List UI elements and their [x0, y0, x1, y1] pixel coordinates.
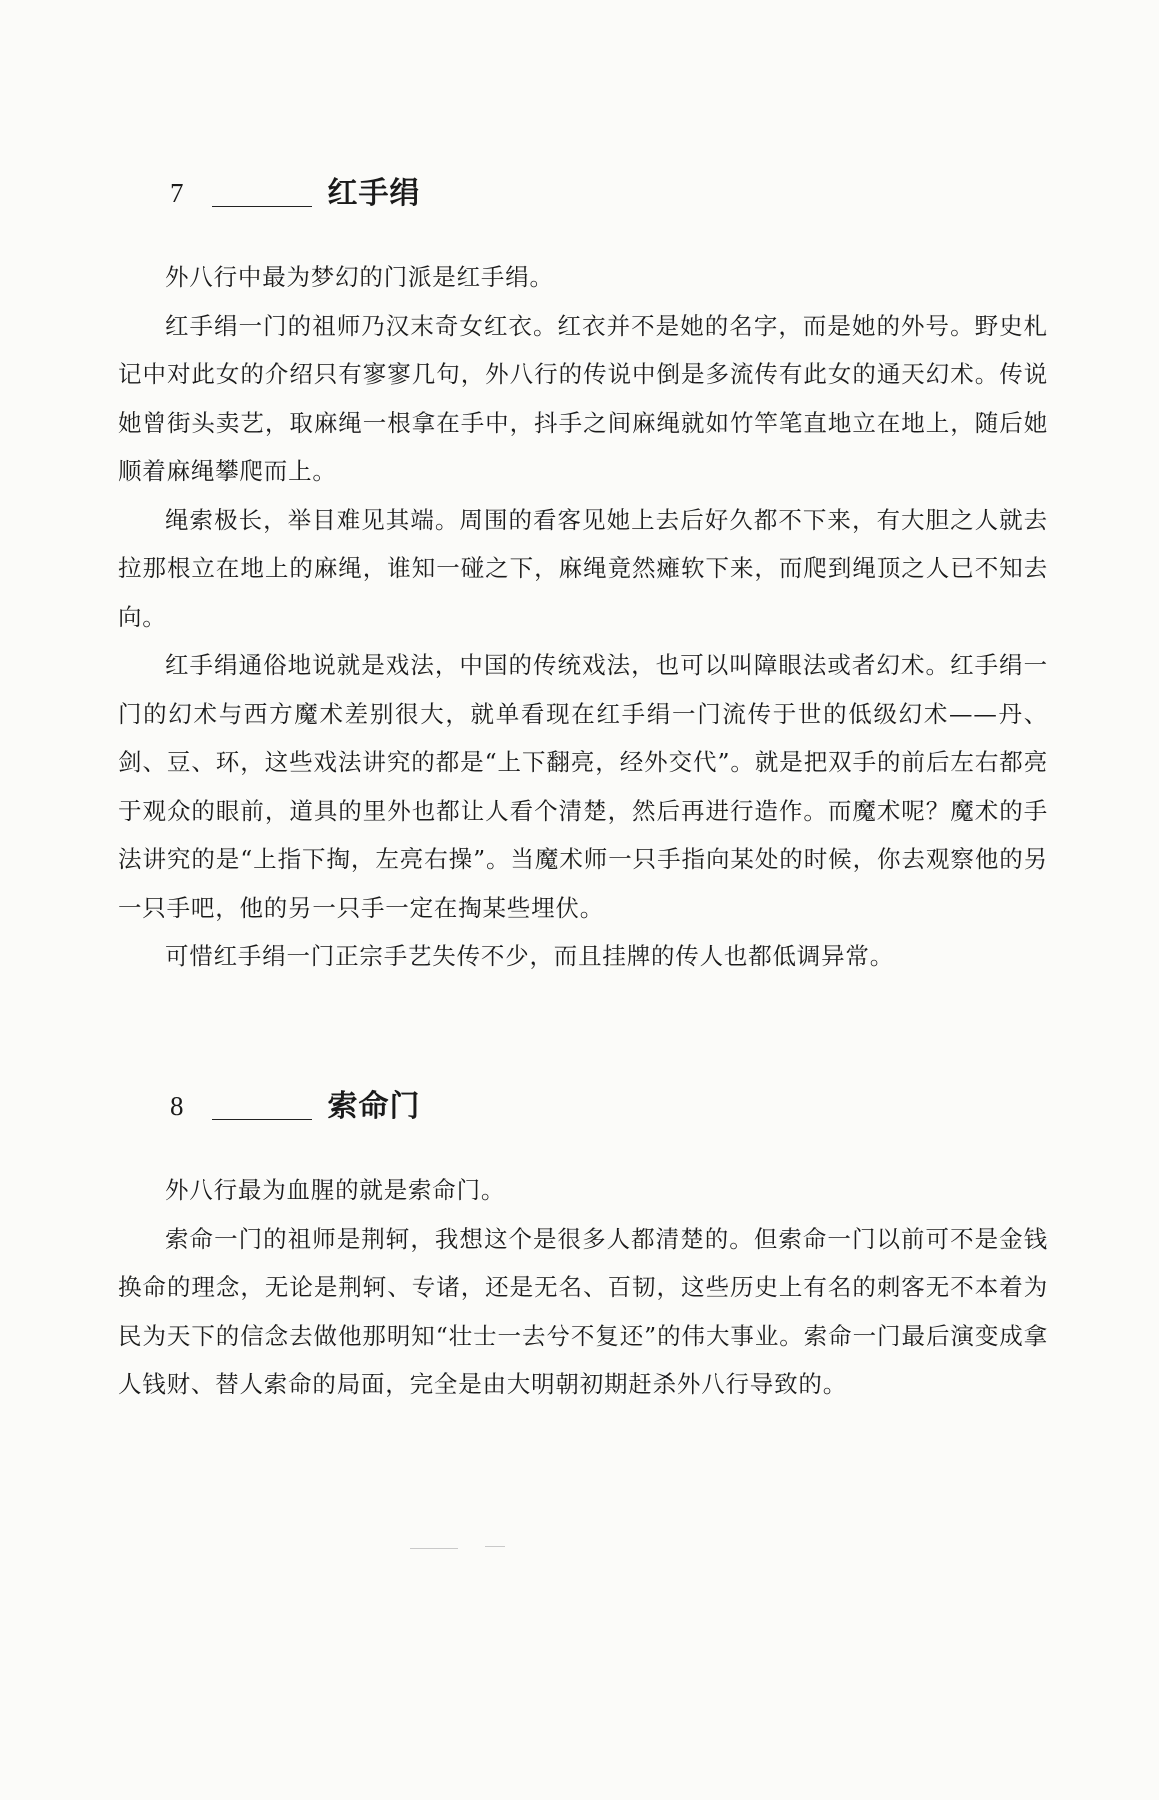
section-7	[118, 155, 1048, 981]
paragraph: 可惜红手绢一门正宗手艺失传不少，而且挂牌的传人也都低调异常。	[165, 942, 894, 970]
scan-smudge	[485, 1546, 505, 1547]
paragraph: 红手绢通俗地说就是戏法，中国的传统戏法，也可以叫障眼法或者幻术。红手绢一门的幻术与西方魔术差别很大，就单看现在红手绢一门流传于世的低级幻术——丹、剑、豆、环，这些戏法讲究的都是“上下翻亮，经外交代”。就是把双手的前后左右都亮于观众的眼前，道具的里外也都让人看个清楚，然后再进行造作。而魔术呢？魔术的手法讲究的是“上指下掏，左亮右操”。当魔术师一只手指向某处的时候，你去观察他的另一只手吧，他的另一只手一定在掏某些埋伏。	[118, 651, 1048, 922]
section-number: 7	[170, 178, 184, 208]
section-body	[118, 1166, 1048, 1409]
section-heading	[170, 155, 1048, 215]
paragraph: 索命一门的祖师是荆轲，我想这个是很多人都清楚的。但索命一门以前可不是金钱换命的理念，无论是荆轲、专诸，还是无名、百韧，这些历史上有名的刺客无不本着为民为天下的信念去做他那明知“壮士一去兮不复还”的伟大事业。索命一门最后演变成拿人钱财、替人索命的局面，完全是由大明朝初期赶杀外八行导致的。	[118, 1224, 1048, 1398]
section-heading	[170, 1068, 1048, 1128]
paragraph: 外八行中最为梦幻的门派是红手绢。	[165, 263, 554, 291]
heading-rule	[212, 206, 312, 207]
section-title: 索命门	[327, 1089, 421, 1124]
paragraph: 外八行最为血腥的就是索命门。	[165, 1176, 506, 1204]
section-8	[118, 1068, 1048, 1409]
paragraph: 绳索极长，举目难见其端。周围的看客见她上去后好久都不下来，有大胆之人就去拉那根立在地上的麻绳，谁知一碰之下，麻绳竟然瘫软下来，而爬到绳顶之人已不知去向。	[118, 505, 1048, 631]
section-number: 8	[170, 1091, 184, 1121]
section-body	[118, 253, 1048, 981]
scan-smudge	[410, 1548, 458, 1549]
section-title: 红手绢	[327, 176, 421, 211]
paragraph: 红手绢一门的祖师乃汉末奇女红衣。红衣并不是她的名字，而是她的外号。野史札记中对此女的介绍只有寥寥几句，外八行的传说中倒是多流传有此女的通天幻术。传说她曾街头卖艺，取麻绳一根拿在手中，抖手之间麻绳就如竹竿笔直地立在地上，随后她顺着麻绳攀爬而上。	[118, 311, 1048, 485]
heading-rule	[212, 1119, 312, 1120]
